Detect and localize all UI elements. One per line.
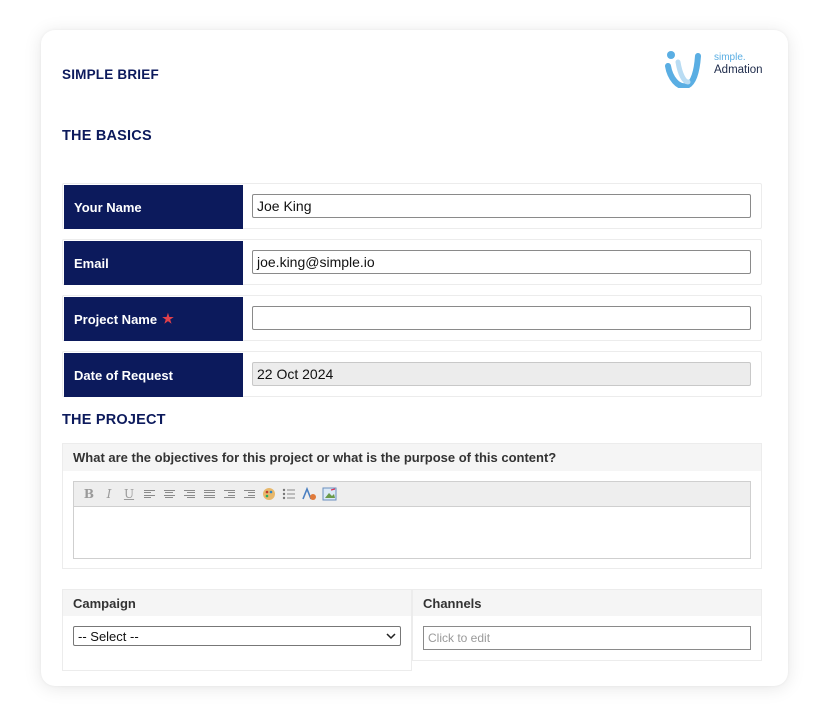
special-chars-icon[interactable] <box>299 485 319 503</box>
campaign-channels-row <box>62 589 762 671</box>
campaign-section <box>62 589 412 671</box>
campaign-label: Campaign <box>63 590 411 616</box>
campaign-select-value: -- Select -- <box>78 628 139 644</box>
logo-tagline: simple. <box>714 52 746 63</box>
objectives-textarea[interactable] <box>74 507 750 558</box>
brief-card <box>41 30 788 686</box>
your-name-input[interactable]: Joe King <box>252 194 751 218</box>
logo-mark-icon <box>664 48 708 88</box>
color-palette-icon[interactable] <box>259 485 279 503</box>
underline-icon[interactable]: U <box>123 487 135 501</box>
align-center-icon[interactable] <box>159 485 179 503</box>
objectives-question <box>62 443 762 569</box>
editor-toolbar <box>74 482 750 507</box>
bullet-list-icon[interactable] <box>279 485 299 503</box>
date-of-request-row <box>62 351 762 397</box>
email-input[interactable]: joe.king@simple.io <box>252 250 751 274</box>
indent-icon[interactable] <box>239 485 259 503</box>
logo <box>664 48 768 88</box>
email-label: Email <box>64 241 243 285</box>
align-justify-icon[interactable] <box>199 485 219 503</box>
page-title: SIMPLE BRIEF <box>62 67 159 82</box>
your-name-row <box>62 183 762 229</box>
align-right-icon[interactable] <box>179 485 199 503</box>
section-basics-title: THE BASICS <box>62 128 152 144</box>
logo-wordmark: Admation <box>714 64 763 76</box>
project-name-input[interactable] <box>252 306 751 330</box>
chevron-down-icon <box>386 633 396 640</box>
date-of-request-label: Date of Request <box>64 353 243 397</box>
objectives-editor <box>73 481 751 559</box>
channels-label: Channels <box>413 590 761 616</box>
channels-input[interactable]: Click to edit <box>423 626 751 650</box>
campaign-select[interactable] <box>73 626 401 646</box>
email-row <box>62 239 762 285</box>
project-name-row <box>62 295 762 341</box>
date-of-request-field: 22 Oct 2024 <box>252 362 751 386</box>
outdent-icon[interactable] <box>219 485 239 503</box>
required-star-icon: ★ <box>162 311 174 326</box>
your-name-label: Your Name <box>64 185 243 229</box>
objectives-question-label: What are the objectives for this project or what is the purpose of this content? <box>63 444 761 471</box>
section-project-title: THE PROJECT <box>62 412 166 428</box>
channels-section <box>412 589 762 661</box>
image-icon[interactable] <box>319 485 339 503</box>
italic-icon[interactable]: I <box>106 487 112 501</box>
project-name-label: Project Name ★ <box>64 297 243 341</box>
bold-icon[interactable]: B <box>83 487 95 501</box>
align-left-icon[interactable] <box>139 485 159 503</box>
